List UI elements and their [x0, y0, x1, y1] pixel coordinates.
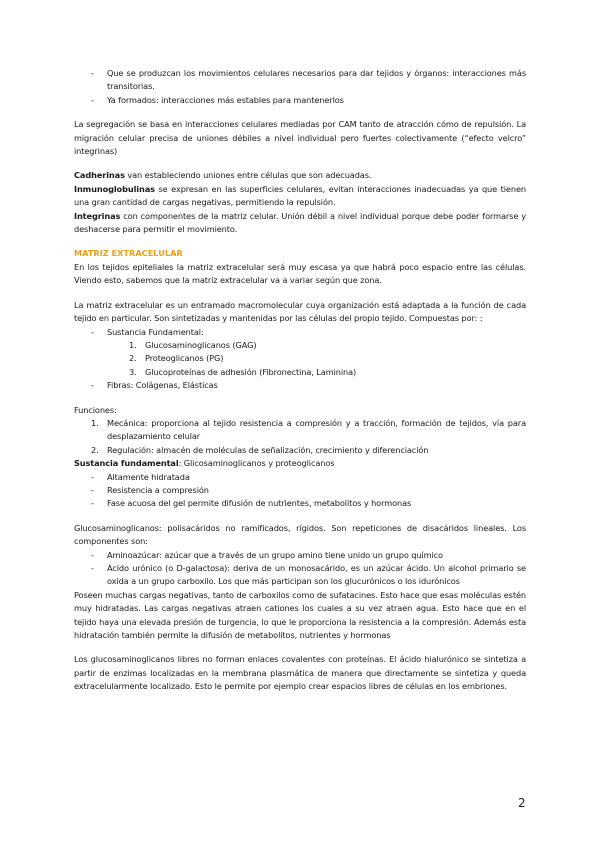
item-text: Glucosaminoglicanos (GAG) — [145, 339, 257, 350]
term: Inmunoglobulinas — [74, 183, 155, 194]
term: Cadherinas — [74, 170, 125, 181]
composition-list — [74, 326, 526, 339]
item-number: 1. — [91, 417, 99, 428]
list-item: - Fase acuosa del gel permite difusión de nutrientes, metabolitos y hormonas — [74, 497, 526, 510]
list-item: - Sustancia Fundamental: — [74, 326, 526, 339]
cam-integrinas — [74, 210, 526, 237]
definition: : Glicosaminoglicanos y proteoglicanos — [178, 458, 335, 469]
cam-cadherinas — [74, 169, 526, 182]
section-heading: MATRIZ EXTRACELULAR — [74, 248, 183, 259]
paragraph-segregation: La segregación se basa en interacciones celulares mediadas por CAM tanto de atracción cómo de repulsión. La migración celular precisa de uniones débiles a nivel individual pero fuertes colectivamente (“efecto velcro” integrinas) — [74, 119, 526, 157]
list-item: - Que se produzcan los movimientos celulares necesarios para dar tejidos y órganos: interacciones más transitorias. — [74, 67, 526, 94]
list-item: - Ácido urónico (o D-galactosa): deriva de un monosacárido, es un azúcar ácido. Un alcohol primario se oxida a un grupo carboxilo. Los que más participan son los glucurónicos o los idurónicos — [74, 562, 526, 589]
list-item: - Aminoazúcar: azúcar que a través de un grupo amino tiene unido un grupo químico — [74, 549, 526, 562]
list-item: - Altamente hidratada — [74, 471, 526, 484]
item-text: Mecánica: proporciona al tejido resistencia a compresión y a tracción, formación de tejidos, vía para desplazamiento celular — [107, 417, 526, 442]
list-item — [74, 444, 526, 457]
list-item — [74, 339, 526, 352]
paragraph-charges: Poseen muchas cargas negativas, tanto de carboxilos como de sufatacines. Esto hace que esas moléculas estén muy hidratadas. Las cargas negativas atraen cationes los cuales a su vez atraen agua. Esto hace que en el tejido haya una elevada presión de turgencia, lo que le proporciona la resistencia a la compresión. Además esta hidratación también permite la difusión de metabolitos, nutrientes y hormonas — [74, 589, 526, 641]
gag-components-list — [74, 549, 526, 589]
functions-label: Funciones: — [74, 404, 117, 415]
functions-list — [74, 417, 526, 457]
page-number: 2 — [518, 796, 526, 810]
list-item — [74, 366, 526, 379]
paragraph-gag: Glucosaminoglicanos: polisacáridos no ramificados, rígidos. Son repeticiones de disacáridos lineales. Los componentes son: — [74, 522, 526, 547]
item-number: 1. — [129, 339, 137, 350]
fundamental-substance-list — [74, 471, 526, 511]
item-number: 2. — [91, 444, 99, 455]
item-number: 3. — [129, 366, 137, 377]
fibers-list — [74, 379, 526, 392]
intro-list — [74, 67, 526, 107]
cam-inmunoglobulinas — [74, 183, 526, 210]
list-item: - Resistencia a compresión — [74, 484, 526, 497]
list-item — [74, 352, 526, 365]
paragraph-matrix: La matriz extracelular es un entramado macromolecular cuya organización está adaptada a la función de cada tejido en particular. Son sintetizadas y mantenidas por las células del propio tejido. Compuestas por: : — [74, 299, 526, 324]
item-text: Glucoproteínas de adhesión (Fibronectina, Laminina) — [145, 366, 357, 377]
fundamental-sublist — [74, 339, 526, 379]
term: Sustancia fundamental — [74, 458, 179, 469]
definition: con componentes de la matriz celular. Unión débil a nivel individual porque debe poder formarse y deshacerse para permitir el movimiento. — [74, 210, 526, 235]
item-text: Proteoglicanos (PG) — [145, 353, 224, 364]
document-page — [74, 67, 526, 694]
paragraph-free-gag: Los glucosaminoglicanos libres no forman enlaces covalentes con proteínas. El ácido hialurónico se sintetiza a partir de enzimas localizadas en la membrana plasmática de manera que directamente se sintetiza y queda extracelularmente localizado. Esto le permite por ejemplo crear espacios libres de células en los embriones. — [74, 654, 526, 692]
item-text: Regulación: almacén de moléculas de señalización, crecimiento y diferenciación — [107, 444, 429, 455]
fundamental-substance — [74, 457, 526, 470]
list-item — [74, 417, 526, 444]
paragraph-epithelial: En los tejidos epiteliales la matriz extracelular será muy escasa ya que habrá poco espacio entre las células. Viendo esto, sabemos que la matriz extracelular va a variar según que zona. — [74, 261, 526, 286]
definition: van estableciendo uniones entre células que son adecuadas. — [124, 170, 372, 181]
item-number: 2. — [129, 353, 137, 364]
list-item: - Fibras: Colágenas, Elásticas — [74, 379, 526, 392]
definition: se expresan en las superficies celulares, evitan interacciones inadecuadas ya que tienen una gran cantidad de cargas negativas, permitiendo la repulsión. — [74, 183, 526, 208]
term: Integrinas — [74, 210, 121, 221]
list-item: - Ya formados: interacciones más estables para mantenerlos — [74, 94, 526, 107]
